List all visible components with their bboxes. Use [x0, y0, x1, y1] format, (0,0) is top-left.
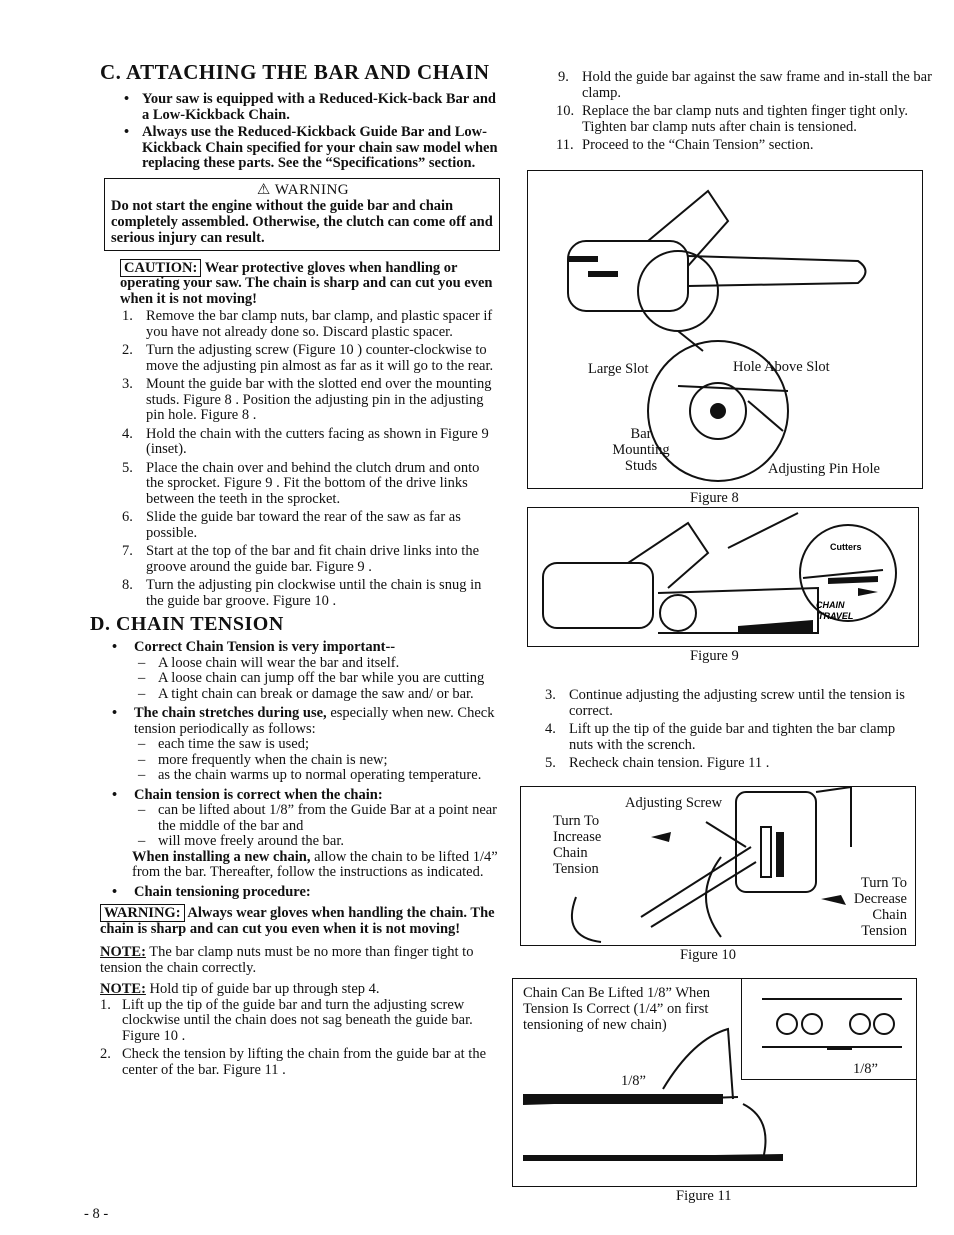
adjusting-screw-label: Adjusting Screw — [625, 795, 723, 811]
tension-important-bullet: • Correct Chain Tension is very important-- — [100, 640, 500, 656]
section-d-heading: D. CHAIN TENSION — [90, 613, 284, 635]
warning-box — [104, 178, 500, 251]
step-d-1: 1. Lift up the tip of the guide bar and turn the adjusting screw clockwise until the chain does not sag beneath the guide bar. Figure 10 . — [100, 996, 473, 1044]
step-d-3: 3. Continue adjusting the adjusting screw until the tension is correct. — [545, 687, 905, 719]
section-c-bullet-1: • Your saw is equipped with a Reduced-Kick-back Bar and a Low-Kickback Chain. — [116, 92, 500, 123]
note-hold-tip: NOTE: Hold tip of guide bar up through step 4. — [100, 981, 380, 997]
section-c-steps — [100, 309, 500, 609]
warning-label: WARNING: — [100, 904, 185, 922]
warning-text: Do not start the engine without the guide bar and chain completely assembled. Otherwise, the clutch can come off and serious injury can result. — [111, 197, 493, 246]
increase-tension-label: Turn To Increase Chain Tension — [553, 813, 602, 877]
left-column — [90, 60, 500, 1081]
eighth-inch-left: 1/8” — [621, 1073, 646, 1089]
tight-chain-break: – A tight chain can break or damage the saw and/ or bar. — [100, 687, 500, 703]
chain-travel-label-1: CHAIN — [816, 600, 845, 610]
figure-11-illustration — [513, 979, 916, 1186]
caution-label: CAUTION: — [120, 259, 201, 277]
figure-8-caption: Figure 8 — [690, 490, 739, 506]
warning-title: ⚠ WARNING — [256, 181, 350, 198]
section-c-bullet-2: • Always use the Reduced-Kickback Guide Bar and Low-Kickback Chain specified for your chain saw model when replacing these parts. See the “Specifications” section. — [116, 125, 500, 172]
eighth-inch-right: 1/8” — [853, 1061, 878, 1077]
gloves-warning: WARNING: Always wear gloves when handling the chain. The chain is sharp and can cut you even when it is not moving! — [100, 905, 495, 937]
figure-10-box — [520, 786, 916, 946]
figure-9-illustration — [528, 508, 918, 646]
new-chain-paragraph: When installing a new chain, allow the chain to be lifted 1/4” from the bar. Thereafter, follow the instructions as indicated. — [132, 848, 498, 880]
warning-triangle-icon: ⚠ — [256, 181, 271, 198]
figure-11-box — [512, 978, 917, 1187]
page-number: - 8 - — [84, 1206, 109, 1222]
step-c-9: 9. Hold the guide bar against the saw frame and in-stall the bar clamp. — [558, 69, 932, 101]
stretch-check-3: – as the chain warms up to normal operating temperature. — [100, 768, 500, 784]
step-d-2: 2. Check the tension by lifting the chain from the guide bar at the center of the bar. Figure 11 . — [100, 1046, 487, 1078]
step-c-10: 10. Replace the bar clamp nuts and tighten finger tight only. Tighten bar clamp nuts after chain is tensioned. — [556, 103, 909, 135]
figure-10-caption: Figure 10 — [680, 947, 736, 963]
right-column — [540, 70, 935, 157]
section-c-heading: C. ATTACHING THE BAR AND CHAIN — [100, 60, 490, 84]
chain-stretches-bullet: • The chain stretches during use, especially when new. Check tension periodically as follows: — [100, 706, 500, 737]
bar-mounting-studs-label: Bar Mounting Studs — [612, 426, 670, 474]
right-mid-steps — [527, 688, 922, 775]
figure-8-illustration — [528, 171, 922, 488]
step-c-1: 1. Remove the bar clamp nuts, bar clamp, and plastic spacer if you have not already done so. Discard plastic spacer. — [122, 308, 493, 340]
loose-chain-jump: – A loose chain can jump off the bar while you are cutting — [100, 671, 500, 687]
caution-paragraph — [120, 261, 500, 308]
loose-chain-wear: – A loose chain will wear the bar and itself. — [100, 656, 500, 672]
note-clamp-nuts: NOTE: The bar clamp nuts must be no more than finger tight to tension the chain correctly. — [100, 944, 474, 976]
decrease-tension-label: Turn To Decrease Chain Tension — [853, 875, 907, 939]
caution-text: Wear protective gloves when handling or operating your saw. The chain is sharp and can cut you even when it is not moving! — [120, 259, 493, 307]
tension-correct-bullet: • Chain tension is correct when the chain: — [100, 788, 500, 804]
figure-8-box — [527, 170, 923, 489]
stretch-check-1: – each time the saw is used; — [100, 737, 500, 753]
step-c-8: 8. Turn the adjusting pin clockwise until the chain is snug in the guide bar groove. Figure 10 . — [122, 577, 482, 609]
step-c-6: 6. Slide the guide bar toward the rear of the saw as far as possible. — [122, 509, 461, 541]
figure-9-box — [527, 507, 919, 647]
tension-correct-2: – will move freely around the bar. — [100, 834, 500, 850]
step-d-4: 4. Lift up the tip of the guide bar and tighten the bar clamp nuts with the scrench. — [545, 721, 896, 753]
step-c-4: 4. Hold the chain with the cutters facing as shown in Figure 9 (inset). — [122, 425, 489, 457]
step-c-5: 5. Place the chain over and behind the clutch drum and onto the sprocket. Figure 9 . Fit the bottom of the drive links between the teeth in the sprocket. — [122, 459, 480, 507]
chain-travel-label-2: TRAVEL — [818, 611, 854, 621]
step-c-7: 7. Start at the top of the bar and fit chain drive links into the groove around the guide bar. Figure 9 . — [122, 543, 480, 575]
chain-lift-text: Chain Can Be Lifted 1/8” When Tension Is Correct (1/4” on first tensioning of new chain) — [523, 985, 710, 1033]
tension-correct-1: – can be lifted about 1/8” from the Guide Bar at a point near the middle of the bar and — [100, 803, 500, 834]
large-slot-label: Large Slot — [588, 361, 649, 377]
step-d-5: 5. Recheck chain tension. Figure 11 . — [545, 755, 770, 771]
step-c-2: 2. Turn the adjusting screw (Figure 10 ) counter-clockwise to move the adjusting pin almost as far as it will go to the rear. — [122, 342, 494, 374]
tensioning-procedure-bullet: • Chain tensioning procedure: — [100, 885, 500, 901]
figure-9-caption: Figure 9 — [690, 648, 739, 664]
figure-11-caption: Figure 11 — [676, 1188, 732, 1204]
cutters-label: Cutters — [830, 542, 862, 552]
stretch-check-2: – more frequently when the chain is new; — [100, 753, 500, 769]
hole-above-slot-label: Hole Above Slot — [733, 359, 830, 375]
adjusting-pin-hole-label: Adjusting Pin Hole — [768, 461, 880, 477]
step-c-3: 3. Mount the guide bar with the slotted end over the mounting studs. Figure 8 . Position the adjusting pin in the adjusting pin hole. Figure 8 . — [122, 376, 492, 423]
step-c-11: 11. Proceed to the “Chain Tension” section. — [556, 137, 814, 153]
